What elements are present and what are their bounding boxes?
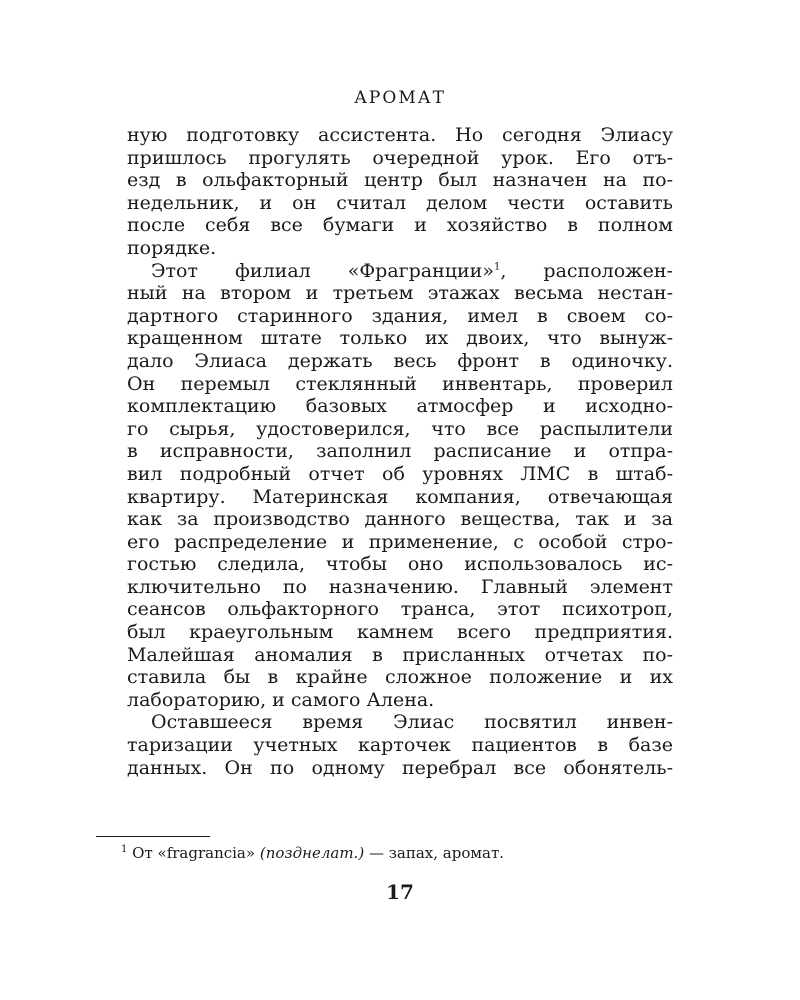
text-line-content: его распределение и применение, с особой стро-	[127, 530, 673, 553]
text-line-content: ставила бы в крайне сложное положение и их	[127, 666, 673, 689]
text-line	[127, 757, 673, 780]
text-line	[127, 237, 673, 260]
text-line-content: ную подготовку ассистента. Но сегодня Элиасу	[127, 124, 673, 146]
text-line	[127, 486, 673, 509]
text-line-content: данных. Он по одному перебрал все обонятель-	[127, 756, 673, 779]
text-line-content: езд в ольфакторный центр был назначен на по-	[127, 169, 673, 192]
text-line	[127, 553, 673, 576]
text-line-content: комплектацию базовых атмосфер и исходно-	[127, 395, 673, 418]
text-line-content: сеансов ольфакторного транса, этот психотроп,	[127, 598, 673, 621]
text-line-content: в исправности, заполнил расписание и отпра-	[127, 440, 673, 463]
footnote-dash: —	[368, 844, 384, 862]
text-line	[127, 192, 673, 215]
text-line-content: пришлось прогулять очередной урок. Его отъ-	[127, 146, 673, 169]
text-line	[127, 463, 673, 486]
text-line-continuation: , расположен-	[500, 259, 673, 282]
text-line	[127, 169, 673, 192]
text-line-content: недельник, и он считал делом чести оставить	[127, 191, 673, 214]
text-line-content: таризации учетных карточек пациентов в базе	[127, 734, 673, 757]
text-line	[127, 350, 673, 373]
text-line-content: как за производство данного вещества, так и за	[127, 508, 673, 531]
text-line-content: Оставшееся время Элиас посвятил инвен-	[151, 711, 673, 734]
footnote	[121, 844, 504, 862]
text-line	[127, 508, 673, 531]
footnote-prefix: От «fragrancia»	[132, 844, 256, 862]
text-line	[127, 418, 673, 441]
text-line-content: Этот филиал «Фрагранции»	[151, 259, 494, 282]
page-number: 17	[386, 880, 414, 904]
footnote-source: (позднелат.)	[259, 844, 365, 862]
text-line-content: Он перемыл стеклянный инвентарь, проверил	[127, 372, 673, 395]
text-line	[127, 598, 673, 621]
text-line	[127, 214, 673, 237]
text-line-content: Малейшая аномалия в присланных отчетах по-	[127, 643, 673, 666]
text-line-content: го сырья, удостоверился, что все распылители	[127, 417, 673, 440]
text-line	[127, 305, 673, 328]
text-line	[127, 124, 673, 147]
text-line	[127, 666, 673, 689]
text-line	[127, 395, 673, 418]
text-line-content: квартиру. Материнская компания, отвечающая	[127, 485, 673, 508]
body-text	[127, 124, 673, 779]
text-line-content: гостью следила, чтобы оно использовалось ис-	[127, 553, 673, 576]
text-line	[127, 282, 673, 305]
text-line-content: кращенном штате только их двоих, что вынуж-	[127, 327, 673, 350]
text-line	[127, 711, 673, 734]
text-line	[127, 440, 673, 463]
text-line	[127, 689, 673, 712]
text-line	[127, 531, 673, 554]
text-line-content: дало Элиаса держать весь фронт в одиночку.	[127, 349, 673, 372]
text-line	[127, 260, 673, 283]
text-line	[127, 327, 673, 350]
text-line-content: порядке.	[127, 236, 217, 259]
text-line	[127, 373, 673, 396]
text-line-content: ный на втором и третьем этажах весьма нестан-	[127, 282, 673, 305]
text-line	[127, 147, 673, 170]
footnote-meaning: запах, аромат.	[388, 844, 505, 862]
text-line	[127, 644, 673, 667]
text-line-content: ключительно по назначению. Главный элемент	[127, 575, 673, 598]
text-line-content: вил подробный отчет об уровнях ЛМС в штаб-	[127, 462, 673, 485]
footnote-rule	[96, 836, 210, 837]
text-line-content: дартного старинного здания, имел в своем со-	[127, 304, 673, 327]
text-line	[127, 621, 673, 644]
text-line-content: после себя все бумаги и хозяйство в полном	[127, 214, 673, 237]
text-line	[127, 734, 673, 757]
text-line-content: был краеугольным камнем всего предприятия.	[127, 621, 673, 644]
running-head: АРОМАТ	[354, 88, 446, 108]
text-line-content: лабораторию, и самого Алена.	[127, 688, 435, 711]
footnote-marker: 1	[121, 844, 128, 855]
footnote-reference: 1	[493, 261, 501, 273]
text-line	[127, 576, 673, 599]
